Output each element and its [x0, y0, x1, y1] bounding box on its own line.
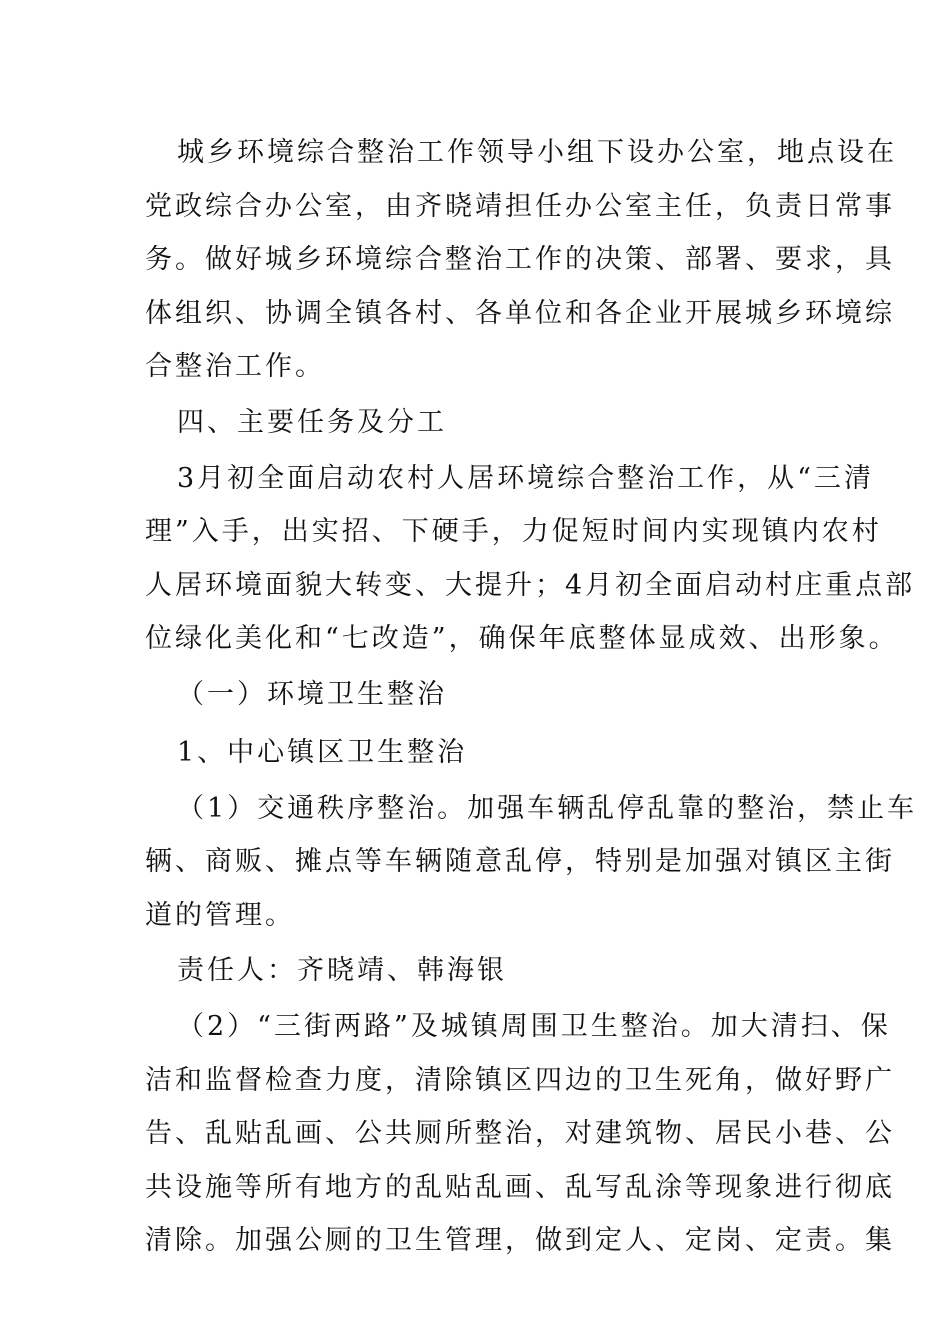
- paragraph-line: 洁和监督检查力度，清除镇区四边的卫生死角，做好野广: [145, 1064, 895, 1096]
- paragraph-line: 人居环境面貌大转变、大提升；4月初全面启动村庄重点部: [145, 569, 916, 601]
- paragraph-line: 辆、商贩、摊点等车辆随意乱停，特别是加强对镇区主街: [145, 846, 895, 877]
- subsection-heading: （一）环境卫生整治: [177, 678, 447, 710]
- paragraph-line: （1）交通秩序整治。加强车辆乱停乱靠的整治，禁止车: [177, 792, 918, 824]
- paragraph-line: 清除。加强公厕的卫生管理，做到定人、定岗、定责。集: [145, 1225, 895, 1256]
- paragraph-line: 位绿化美化和“七改造”，确保年底整体显成效、出形象。: [145, 623, 899, 654]
- responsible-person: 责任人：齐晓靖、韩海银: [177, 955, 507, 986]
- paragraph-line: 3月初全面启动农村人居环境综合整治工作，从“三清: [177, 462, 874, 494]
- paragraph-line: 告、乱贴乱画、公共厕所整治，对建筑物、居民小巷、公: [145, 1118, 895, 1149]
- paragraph-line: 党政综合办公室，由齐晓靖担任办公室主任，负责日常事: [145, 190, 895, 222]
- document-body: [145, 126, 918, 1268]
- paragraph-line: 道的管理。: [145, 899, 295, 931]
- item-heading: 1、中心镇区卫生整治: [177, 736, 468, 768]
- paragraph-line: 合整治工作。: [145, 351, 325, 382]
- paragraph-line: （2）“三街两路”及城镇周围卫生整治。加大清扫、保: [177, 1011, 891, 1042]
- paragraph-line: 务。做好城乡环境综合整治工作的决策、部署、要求，具: [145, 244, 895, 275]
- paragraph-line: 共设施等所有地方的乱贴乱画、乱写乱涂等现象进行彻底: [145, 1171, 895, 1203]
- section-heading: 四、主要任务及分工: [177, 406, 447, 438]
- paragraph-line: 理”入手，出实招、下硬手，力促短时间内实现镇内农村: [145, 516, 882, 547]
- paragraph-line: 城乡环境综合整治工作领导小组下设办公室，地点设在: [177, 137, 897, 168]
- paragraph-line: 体组织、协调全镇各村、各单位和各企业开展城乡环境综: [145, 297, 895, 329]
